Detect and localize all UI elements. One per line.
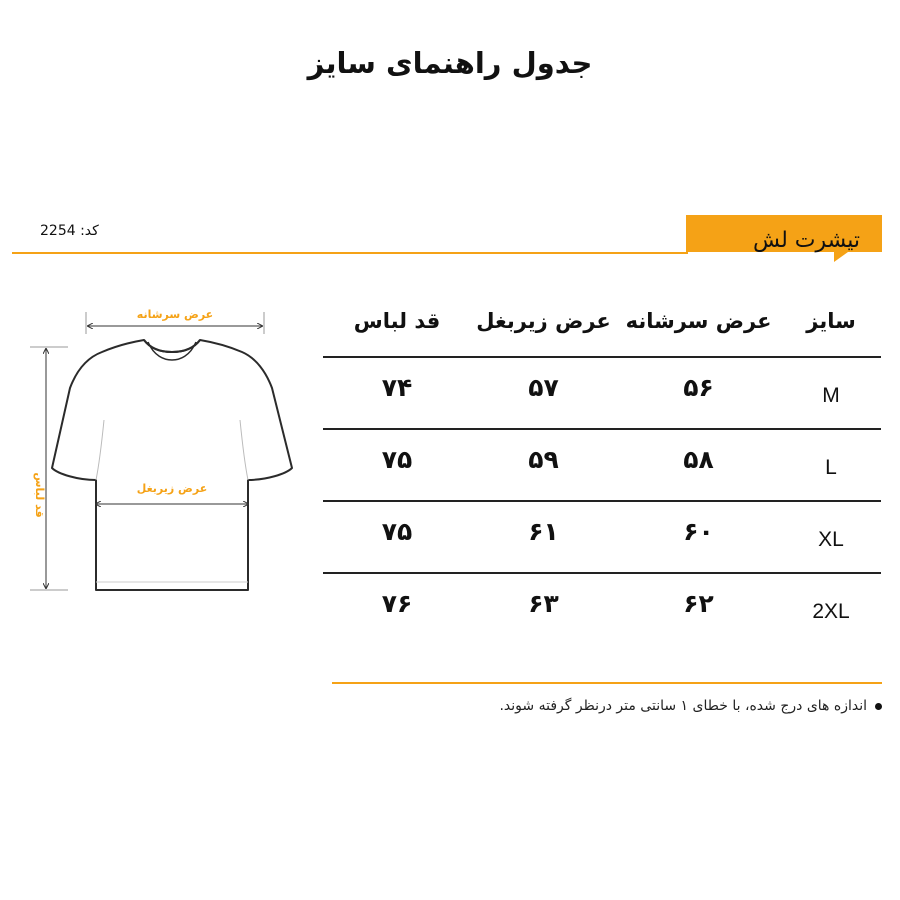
- tshirt-illustration: [20, 300, 300, 600]
- table-row: [323, 574, 881, 644]
- cell-length: ۷۶: [381, 588, 413, 618]
- cell-chest: ۶۳: [528, 588, 559, 618]
- header-chest: عرض زیربغل: [476, 309, 611, 333]
- cell-chest: ۵۹: [528, 444, 559, 474]
- table-header: [323, 296, 881, 358]
- cell-chest: ۶۱: [528, 516, 559, 546]
- size-table: [323, 296, 881, 644]
- product-tag: [686, 215, 882, 252]
- length-dimension-label: قد لباس: [33, 472, 46, 518]
- cell-length: ۷۴: [381, 372, 413, 402]
- cell-size: XL: [818, 528, 844, 551]
- table-row: [323, 358, 881, 430]
- header-size: سایز: [806, 309, 856, 333]
- cell-shoulder: ۶۰: [683, 516, 714, 546]
- shoulder-dimension-label: عرض سرشانه: [136, 308, 214, 321]
- note-text: اندازه های درج شده، با خطای ۱ سانتی متر درنظر گرفته شوند.: [499, 698, 867, 714]
- tshirt-icon: [20, 300, 300, 600]
- product-code: کد: 2254: [40, 223, 99, 239]
- header-length: قد لباس: [353, 309, 441, 333]
- measurement-note: [499, 698, 882, 714]
- product-name: تیشرت لش: [753, 228, 860, 253]
- table-row: [323, 502, 881, 574]
- cell-shoulder: ۶۲: [683, 588, 714, 618]
- chest-dimension-label: عرض زیربغل: [136, 482, 208, 495]
- product-tag-notch: [834, 252, 848, 262]
- cell-shoulder: ۵۸: [683, 444, 714, 474]
- cell-length: ۷۵: [381, 516, 413, 546]
- cell-shoulder: ۵۶: [683, 372, 714, 402]
- cell-size: M: [822, 384, 840, 407]
- product-banner: [0, 205, 900, 265]
- table-row: [323, 430, 881, 502]
- bullet-icon: [875, 703, 882, 710]
- header-shoulder: عرض سرشانه: [625, 309, 772, 333]
- cell-size: 2XL: [812, 600, 850, 623]
- cell-length: ۷۵: [381, 444, 413, 474]
- cell-size: L: [825, 456, 837, 479]
- cell-chest: ۵۷: [528, 372, 559, 402]
- footer-divider: [332, 682, 882, 684]
- page-title: جدول راهنمای سایز: [307, 46, 593, 80]
- banner-divider: [12, 252, 688, 254]
